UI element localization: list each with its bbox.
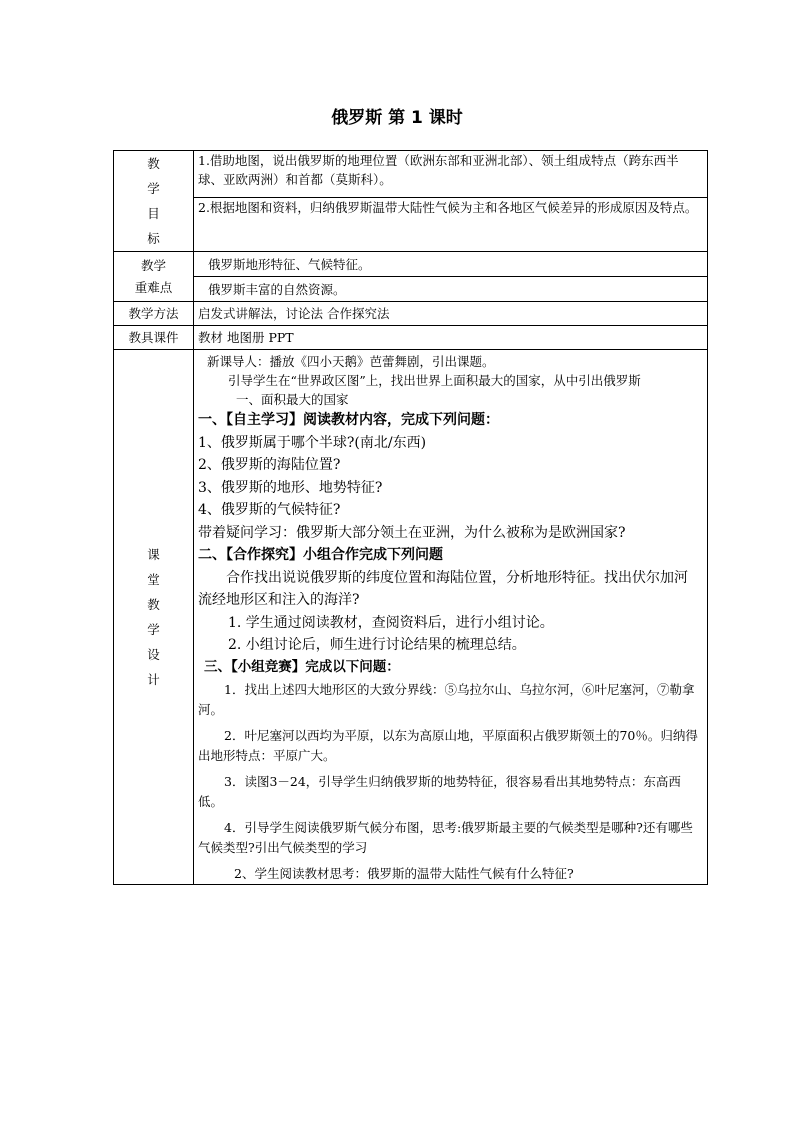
table-row-method — [114, 302, 708, 326]
goals-label-char: 标 — [147, 231, 160, 246]
question-item: 3、俄罗斯的地形、地势特征? — [198, 479, 383, 496]
last-item: 2、学生阅读教材思考：俄罗斯的温带大陆性气候有什么特征? — [234, 865, 574, 881]
question-item: 1、俄罗斯属于哪个半球?(南北/东西) — [198, 434, 427, 451]
compete-item: 1．找出上述四大地形区的大致分界线：⑤乌拉尔山、乌拉尔河，⑥叶尼塞河，⑦勒拿河。 — [198, 681, 695, 717]
goals-label — [114, 151, 194, 252]
design-label-char: 堂 — [147, 571, 160, 587]
method-label: 教学方法 — [114, 302, 194, 326]
key-point-item — [194, 277, 708, 302]
table-row-goals-2 — [114, 198, 708, 252]
doubt-text: 带着疑问学习：俄罗斯大部分领土在亚洲，为什么被称为是欧洲国家? — [198, 524, 626, 541]
compete-heading: 三、【小组竞赛】完成以下问题： — [204, 658, 400, 675]
key-points-label-line: 教学 — [140, 257, 166, 273]
lesson-plan-table — [113, 150, 708, 885]
question-item: 2、俄罗斯的海陆位置? — [198, 457, 341, 473]
key-point-item — [194, 252, 708, 277]
goals-label-char: 教 — [147, 156, 160, 171]
page-title: 俄罗斯 第 1 课时 — [331, 108, 463, 128]
self-study-heading: 一、【自主学习】阅读教材内容，完成下列问题： — [198, 412, 499, 428]
key-points-label-line: 重难点 — [134, 279, 173, 295]
design-label-char: 计 — [147, 671, 160, 687]
section-one-text: 一、面积最大的国家 — [236, 392, 349, 407]
key-point-text: 俄罗斯地形特征、气候特征。 — [208, 256, 371, 272]
table-row-goals — [114, 151, 708, 198]
goals-label-char: 目 — [147, 206, 160, 221]
table-row-key-points-2 — [114, 277, 708, 302]
goal-item: 2.根据地图和资料，归纳俄罗斯温带大陆性气候为主和各地区气候差异的形成原因及特点。 — [194, 198, 708, 252]
coop-text: 合作找出说说俄罗斯的纬度位置和海陆位置，分析地形特征。找出伏尔加河 流经地形区和注入的海洋? — [198, 569, 688, 608]
table-row-tools — [114, 326, 708, 350]
design-label-char: 学 — [147, 621, 160, 637]
key-point-text: 俄罗斯丰富的自然资源。 — [208, 281, 346, 297]
table-row-key-points — [114, 252, 708, 277]
design-label — [114, 350, 194, 885]
coop-step: 1. 学生通过阅读教材，查阅资料后，进行小组讨论。 — [228, 614, 554, 631]
compete-item: 4．引导学生阅读俄罗斯气候分布图，思考:俄罗斯最主要的气候类型是哪种?还有哪些气候类型?引出气候类型的学习 — [198, 819, 693, 855]
compete-item: 2．叶尼塞河以西均为平原，以东为高原山地，平原面积占俄罗斯领土的70％。归纳得出地形特点：平原广大。 — [198, 727, 698, 763]
coop-step: 2. 小组讨论后，师生进行讨论结果的梳理总结。 — [228, 637, 526, 653]
compete-item: 3．读图3－24，引导学生归纳俄罗斯的地势特征，很容易看出其地势特点：东高西低。 — [198, 773, 681, 809]
design-label-char: 设 — [147, 646, 160, 662]
tools-value: 教材 地图册 PPT — [194, 326, 708, 350]
design-label-char: 教 — [147, 596, 160, 612]
key-points-label — [114, 252, 194, 302]
table-row-design — [114, 350, 708, 885]
tools-label: 教具课件 — [114, 326, 194, 350]
intro-text: 新课导人：播放《四小天鹅》芭蕾舞剧，引出课题。 — [207, 354, 495, 369]
method-value: 启发式讲解法，讨论法 合作探究法 — [194, 302, 708, 326]
guide-text: 引导学生在“世界政区图”上，找出世界上面积最大的国家，从中引出俄罗斯 — [228, 373, 641, 388]
question-item: 4、俄罗斯的气候特征? — [198, 502, 341, 518]
coop-heading: 二、【合作探究】小组合作完成下列问题 — [198, 547, 443, 563]
goals-label-char: 学 — [147, 181, 160, 196]
design-content — [194, 350, 708, 885]
goal-item: 1.借助地图，说出俄罗斯的地理位置（欧洲东部和亚洲北部）、领土组成特点（跨东西半球、亚欧两洲）和首都（莫斯科）。 — [194, 151, 708, 198]
design-label-char: 课 — [147, 546, 160, 562]
